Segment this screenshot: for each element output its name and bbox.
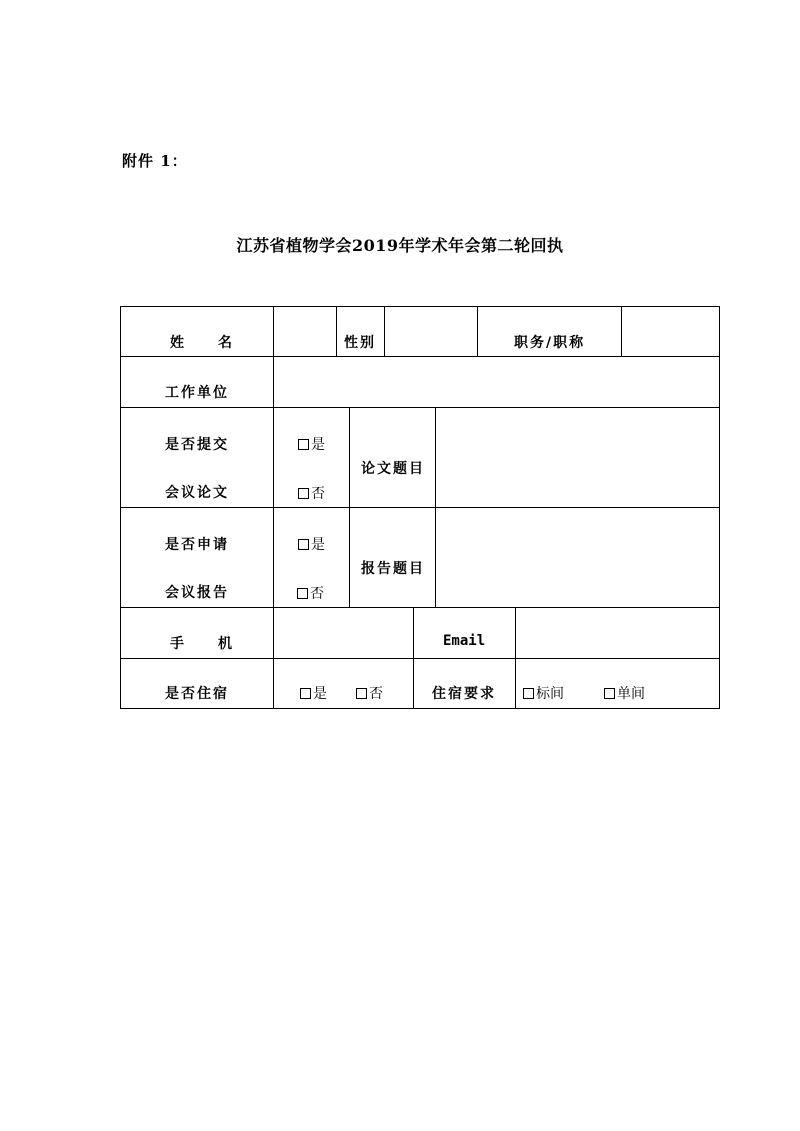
checkbox-icon[interactable] bbox=[604, 688, 615, 699]
single-room-option[interactable] bbox=[604, 683, 645, 703]
attachment-label: 附件 1： bbox=[122, 152, 188, 170]
email-label: Email bbox=[443, 633, 486, 649]
column-divider bbox=[349, 407, 350, 608]
lodging-requirement-label: 住宿要求 bbox=[432, 686, 496, 702]
option-label: 单间 bbox=[617, 686, 645, 702]
lodging-yes-option[interactable] bbox=[300, 683, 327, 703]
option-label: 是 bbox=[311, 537, 325, 553]
option-label: 否 bbox=[311, 486, 325, 502]
checkbox-icon[interactable] bbox=[523, 688, 534, 699]
table-border-right bbox=[719, 306, 720, 709]
checkbox-icon[interactable] bbox=[300, 688, 311, 699]
lodging-no-option[interactable] bbox=[356, 683, 383, 703]
lodging-label: 是否住宿 bbox=[165, 686, 229, 702]
row-divider bbox=[120, 658, 720, 659]
apply-report-no-option[interactable] bbox=[297, 583, 324, 603]
email-field[interactable] bbox=[516, 608, 719, 658]
checkbox-icon[interactable] bbox=[298, 488, 309, 499]
option-label: 标间 bbox=[536, 686, 564, 702]
checkbox-icon[interactable] bbox=[297, 588, 308, 599]
name-field[interactable] bbox=[274, 307, 336, 356]
gender-label: 性别 bbox=[344, 335, 376, 351]
column-divider bbox=[336, 306, 337, 357]
position-label: 职务/职称 bbox=[514, 335, 586, 351]
paper-title-label: 论文题目 bbox=[361, 461, 425, 477]
checkbox-icon[interactable] bbox=[356, 688, 367, 699]
submit-paper-yes-option[interactable] bbox=[298, 434, 325, 454]
table-border-left bbox=[120, 306, 121, 709]
table-border-bottom bbox=[120, 708, 720, 709]
report-title-field[interactable] bbox=[436, 508, 719, 607]
position-field[interactable] bbox=[622, 307, 719, 356]
page-title: 江苏省植物学会2019年学术年会第二轮回执 bbox=[236, 236, 564, 255]
standard-room-option[interactable] bbox=[523, 683, 564, 703]
apply-report-label-line1: 是否申请 bbox=[165, 537, 229, 553]
report-title-label: 报告题目 bbox=[361, 561, 425, 577]
name-label: 姓 名 bbox=[170, 335, 234, 351]
gender-field[interactable] bbox=[385, 307, 477, 356]
checkbox-icon[interactable] bbox=[298, 539, 309, 550]
apply-report-label-line2: 会议报告 bbox=[165, 585, 229, 601]
option-label: 是 bbox=[311, 437, 325, 453]
option-label: 否 bbox=[369, 686, 383, 702]
apply-report-yes-option[interactable] bbox=[298, 534, 325, 554]
mobile-label: 手 机 bbox=[170, 636, 234, 652]
column-divider bbox=[477, 306, 478, 357]
org-field[interactable] bbox=[274, 357, 719, 407]
option-label: 是 bbox=[313, 686, 327, 702]
mobile-field[interactable] bbox=[274, 608, 413, 658]
checkbox-icon[interactable] bbox=[298, 439, 309, 450]
paper-title-field[interactable] bbox=[436, 408, 719, 507]
submit-paper-label-line2: 会议论文 bbox=[165, 485, 229, 501]
submit-paper-no-option[interactable] bbox=[298, 483, 325, 503]
submit-paper-label-line1: 是否提交 bbox=[165, 437, 229, 453]
column-divider bbox=[413, 607, 414, 709]
option-label: 否 bbox=[310, 586, 324, 602]
org-label: 工作单位 bbox=[165, 385, 229, 401]
